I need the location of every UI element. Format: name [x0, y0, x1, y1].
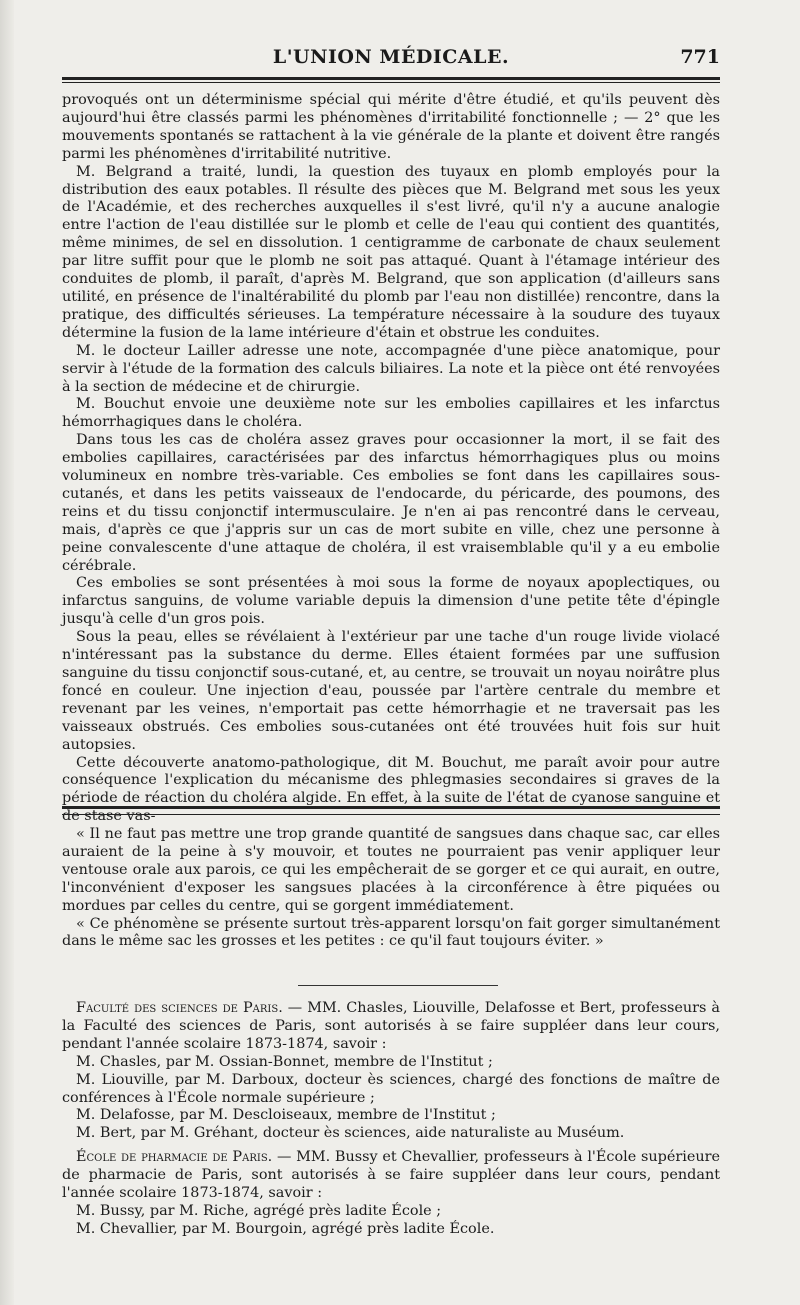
pharmacy-heading: École de pharmacie de Paris. — [76, 1149, 273, 1166]
list-item: M. Bussy, par M. Riche, agrégé près ladite École ; — [76, 1202, 442, 1219]
paragraph: Dans tous les cas de choléra assez graves pour occasionner la mort, il se fait des embolies capillaires, caractérisées par des infarctus hémorrhagiques plus ou moins volumineux en nombre très-variable. Ces embolies se font dans les capillaires sous-cutanés, et dans les petits vaisseaux de l'endocarde, du péricarde, des poumons, des reins et du tissu conjonctif intermusculaire. Je n'en ai pas rencontré dans le cerveau, mais, d'après ce que j'appris sur un cas de mort subite en ville, chez une personne à peine convalescente d'une attaque de choléra, il est vraisemblable qu'il y a eu embolie cérébrale. — [62, 432, 720, 574]
paragraph: provoqués ont un déterminisme spécial qui mérite d'être étudié, et qu'ils peuvent dès aujourd'hui être classés parmi les phénomènes d'irritabilité fonctionnelle ; — 2° que les mouvements spontanés se rattachent à la vie générale de la plante et doivent être rangés parmi les phénomènes d'irritabilité nutritive. — [62, 92, 720, 162]
paragraph: Sous la peau, elles se révélaient à l'extérieur par une tache d'un rouge livide violacé n'intéressant pas la substance du derme. Elles étaient formées par une suffusion sanguine du tissu conjonctif sous-cutané, et, au centre, se trouvait un noyau noirâtre plus foncé en couleur. Une injection d'eau, poussée par l'artère centrale du membre et revenant par les veines, n'emportait pas cette hémorrhagie et ne traversait pas les vaisseaux obstrués. Ces embolies sous-cutanées ont été trouvées huit fois sur huit autopsies. — [62, 629, 720, 753]
list-item: M. Liouville, par M. Darboux, docteur ès sciences, chargé des fonctions de maître de conférences à l'École normale supérieure ; — [62, 1071, 720, 1106]
announcements — [62, 1000, 720, 1239]
main-text — [62, 92, 720, 826]
paragraph: M. Bouchut envoie une deuxième note sur les embolies capillaires et les infarctus hémorrhagiques dans le choléra. — [62, 396, 720, 431]
page-number: 771 — [680, 46, 720, 68]
list-item: M. Chevallier, par M. Bourgoin, agrégé près ladite École. — [76, 1220, 495, 1237]
quote-paragraph: « Il ne faut pas mettre une trop grande quantité de sangsues dans chaque sac, car elles auraient de la peine à s'y mouvoir, et toutes ne pourraient pas venir appliquer leur ventouse orale aux parois, ce qui les empêcherait de se gorger et ce qui aurait, en outre, l'inconvénient d'exposer les sangsues placées à la circonférence à être piquées ou mordues par celles du centre, qui se gorgent immédiatement. — [62, 826, 720, 914]
faculty-heading: Faculté des sciences de Paris. — [76, 1000, 283, 1016]
journal-title: L'UNION MÉDICALE. — [272, 46, 510, 68]
section-divider — [62, 806, 720, 815]
paragraph: M. le docteur Lailler adresse une note, accompagnée d'une pièce anatomique, pour servir à l'étude de la formation des calculs biliaires. La note et la pièce ont été renvoyées à la section de médecine et de chirurgie. — [62, 342, 720, 395]
short-divider — [298, 985, 498, 986]
pharmacy-text: — MM. Bussy et Chevallier, professeurs à l'École supérieure de pharmacie de Paris, sont autorisés à se faire suppléer dans leur cours, pendant l'année scolaire 1873-1874, savoir : — [62, 1149, 721, 1202]
running-header — [62, 42, 720, 76]
list-item: M. Chasles, par M. Ossian-Bonnet, membre de l'Institut ; — [76, 1053, 493, 1070]
paragraph: M. Belgrand a traité, lundi, la question des tuyaux en plomb employés pour la distribution des eaux potables. Il résulte des pièces que M. Belgrand met sous les yeux de l'Académie, et des recherches auxquelles il s'est livré, qu'il n'y a aucune analogie entre l'action de l'eau distillée sur le plomb et celle de l'eau qui contient des quantités, même minimes, de sel en dissolution. 1 centigramme de carbonate de chaux seulement par litre suffit pour que le plomb ne soit pas attaqué. Quant à l'étamage intérieur des conduites de plomb, il paraît, d'après M. Belgrand, que son application (d'ailleurs sans utilité, en présence de l'inaltérabilité du plomb par l'eau non distillée) rencontre, dans la pratique, des difficultés sérieuses. La température nécessaire à la soudure des tuyaux détermine la fusion de la lame intérieure d'étain et obstrue les conduites. — [62, 163, 720, 341]
pharmacy-announcement — [62, 1149, 720, 1203]
faculty-announcement — [62, 1000, 720, 1054]
list-item: M. Bert, par M. Gréhant, docteur ès sciences, aide naturaliste au Muséum. — [76, 1125, 625, 1142]
faculty-text: — MM. Chasles, Liouville, Delafosse et Bert, professeurs à la Faculté des sciences de Paris, sont autorisés à se faire suppléer dans leur cours, pendant l'année scolaire 1873-1874, savoir : — [62, 1000, 720, 1052]
list-item: M. Delafosse, par M. Descloiseaux, membre de l'Institut ; — [76, 1107, 496, 1124]
page-binding-edge — [0, 0, 14, 1305]
header-rule — [62, 77, 720, 83]
paragraph: Cette découverte anatomo-pathologique, dit M. Bouchut, me paraît avoir pour autre conséquence l'explication du mécanisme des phlegmasies secondaires si graves de la période de réaction du choléra algide. En effet, à la suite de l'état de cyanose sanguine et de stase vas- — [62, 754, 720, 825]
paragraph: Ces embolies se sont présentées à moi sous la forme de noyaux apoplectiques, ou infarctus sanguins, de volume variable depuis la dimension d'une petite tête d'épingle jusqu'à celle d'un gros pois. — [62, 575, 720, 628]
quote-paragraph: « Ce phénomène se présente surtout très-apparent lorsqu'on fait gorger simultanément dans le même sac les grosses et les petites : ce qu'il faut toujours éviter. » — [62, 915, 720, 950]
quoted-text — [62, 826, 720, 951]
